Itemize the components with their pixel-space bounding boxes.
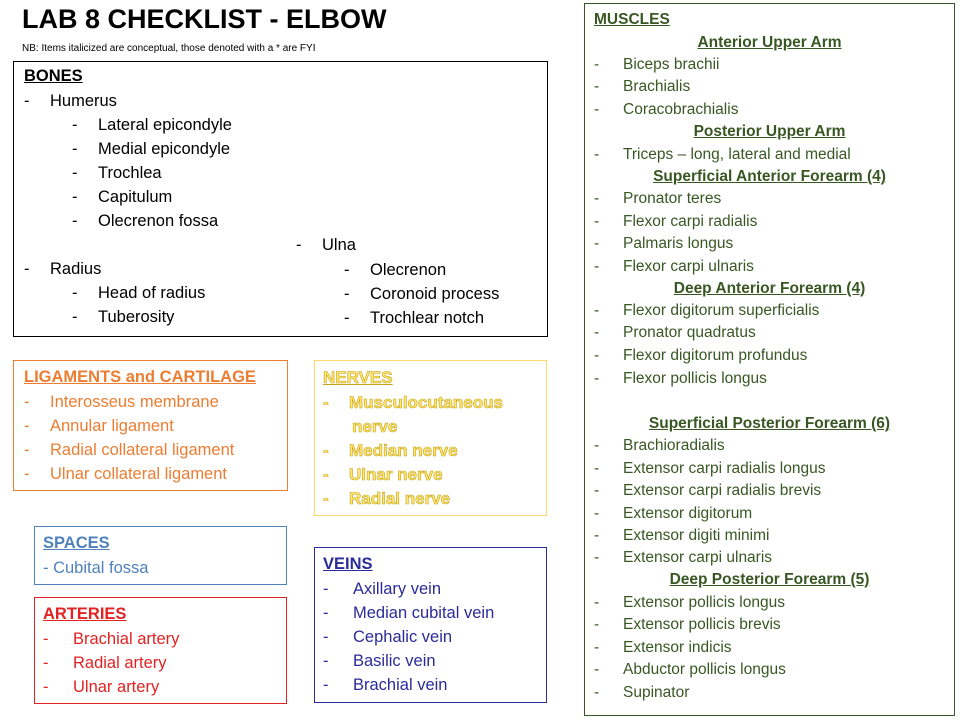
muscle-item: - Pronator teres: [594, 190, 722, 207]
muscle-item: - Abductor pollicis longus: [594, 661, 786, 678]
nerve-item: - Median nerve: [323, 441, 458, 460]
humerus-part: - Capitulum: [72, 188, 173, 206]
ulna-part: - Olecrenon: [344, 261, 447, 279]
bone-ulna: - Ulna: [296, 236, 356, 254]
vein-item: - Median cubital vein: [323, 604, 495, 622]
humerus-part: - Medial epicondyle: [72, 140, 231, 158]
veins-box: [314, 547, 547, 703]
ligaments-heading: LIGAMENTS and CARTILAGE: [24, 368, 256, 386]
muscle-item: - Pronator quadratus: [594, 324, 756, 341]
humerus-part: - Lateral epicondyle: [72, 116, 232, 134]
muscle-item: - Flexor digitorum superficialis: [594, 302, 820, 319]
veins-heading: VEINS: [323, 555, 373, 573]
arteries-heading: ARTERIES: [43, 605, 127, 623]
muscle-item: - Extensor digiti minimi: [594, 527, 770, 544]
muscle-item: - Palmaris longus: [594, 235, 734, 252]
muscle-item: - Extensor pollicis longus: [594, 594, 785, 611]
artery-item: - Ulnar artery: [43, 678, 160, 696]
muscle-item: - Flexor digitorum profundus: [594, 347, 808, 364]
vein-item: - Cephalic vein: [323, 628, 453, 646]
arteries-box: [34, 597, 287, 704]
ligament-item: - Ulnar collateral ligament: [24, 465, 227, 483]
muscle-item: - Extensor pollicis brevis: [594, 616, 781, 633]
bone-humerus: - Humerus: [24, 92, 117, 110]
ligaments-box: [13, 360, 288, 491]
nerve-item: - Radial nerve: [323, 489, 451, 508]
bones-heading: BONES: [24, 67, 83, 85]
ligament-item: - Interosseus membrane: [24, 393, 219, 411]
nerves-heading: NERVES: [323, 368, 393, 387]
radius-part: - Head of radius: [72, 284, 206, 302]
nerves-box: [314, 360, 547, 516]
page-note: NB: Items italicized are conceptual, those denoted with a * are FYI: [22, 43, 316, 54]
muscle-group-title: Superficial Anterior Forearm (4): [653, 168, 886, 185]
muscle-item: - Flexor carpi ulnaris: [594, 258, 754, 275]
ligament-item: - Annular ligament: [24, 417, 174, 435]
muscle-group-title: Posterior Upper Arm: [693, 123, 846, 140]
radius-part: - Tuberosity: [72, 308, 175, 326]
spaces-heading: SPACES: [43, 534, 110, 552]
nerve-item: - Musculocutaneous: [323, 393, 503, 412]
muscle-item: - Triceps – long, lateral and medial: [594, 146, 851, 163]
spaces-box: [34, 526, 287, 585]
bone-radius: - Radius: [24, 260, 102, 278]
muscle-item: - Extensor indicis: [594, 639, 732, 656]
muscles-heading: MUSCLES: [594, 11, 670, 28]
vein-item: - Brachial vein: [323, 676, 448, 694]
muscle-item: - Flexor carpi radialis: [594, 213, 758, 230]
muscle-item: - Extensor carpi radialis brevis: [594, 482, 822, 499]
vein-item: - Basilic vein: [323, 652, 436, 670]
muscle-group-title: Deep Anterior Forearm (4): [673, 280, 866, 297]
ulna-part: - Trochlear notch: [344, 309, 485, 327]
artery-item: - Brachial artery: [43, 630, 180, 648]
muscle-item: - Supinator: [594, 684, 690, 701]
muscle-item: - Coracobrachialis: [594, 101, 739, 118]
muscle-group-title: Deep Posterior Forearm (5): [669, 571, 870, 588]
muscle-item: - Brachioradialis: [594, 437, 725, 454]
muscle-item: - Extensor digitorum: [594, 505, 753, 522]
muscles-box: [584, 3, 955, 716]
ulna-part: - Coronoid process: [344, 285, 500, 303]
muscle-item: - Extensor carpi ulnaris: [594, 549, 773, 566]
dash: -: [24, 92, 30, 110]
muscle-group-title: Anterior Upper Arm: [697, 34, 842, 51]
artery-item: - Radial artery: [43, 654, 167, 672]
muscle-item: - Biceps brachii: [594, 56, 720, 73]
nerve-item-continued: nerve: [352, 417, 398, 436]
page-title: LAB 8 CHECKLIST - ELBOW: [22, 4, 387, 34]
vein-item: - Axillary vein: [323, 580, 442, 598]
muscle-item: - Brachialis: [594, 78, 691, 95]
muscle-item: - Extensor carpi radialis longus: [594, 460, 826, 477]
nerve-item: - Ulnar nerve: [323, 465, 443, 484]
humerus-part: - Olecrenon fossa: [72, 212, 219, 230]
bones-box: [13, 61, 548, 337]
muscle-item: - Flexor pollicis longus: [594, 370, 767, 387]
humerus-part: - Trochlea: [72, 164, 162, 182]
ligament-item: - Radial collateral ligament: [24, 441, 235, 459]
space-item: - Cubital fossa: [43, 559, 149, 577]
muscle-group-title: Superficial Posterior Forearm (6): [648, 415, 891, 432]
